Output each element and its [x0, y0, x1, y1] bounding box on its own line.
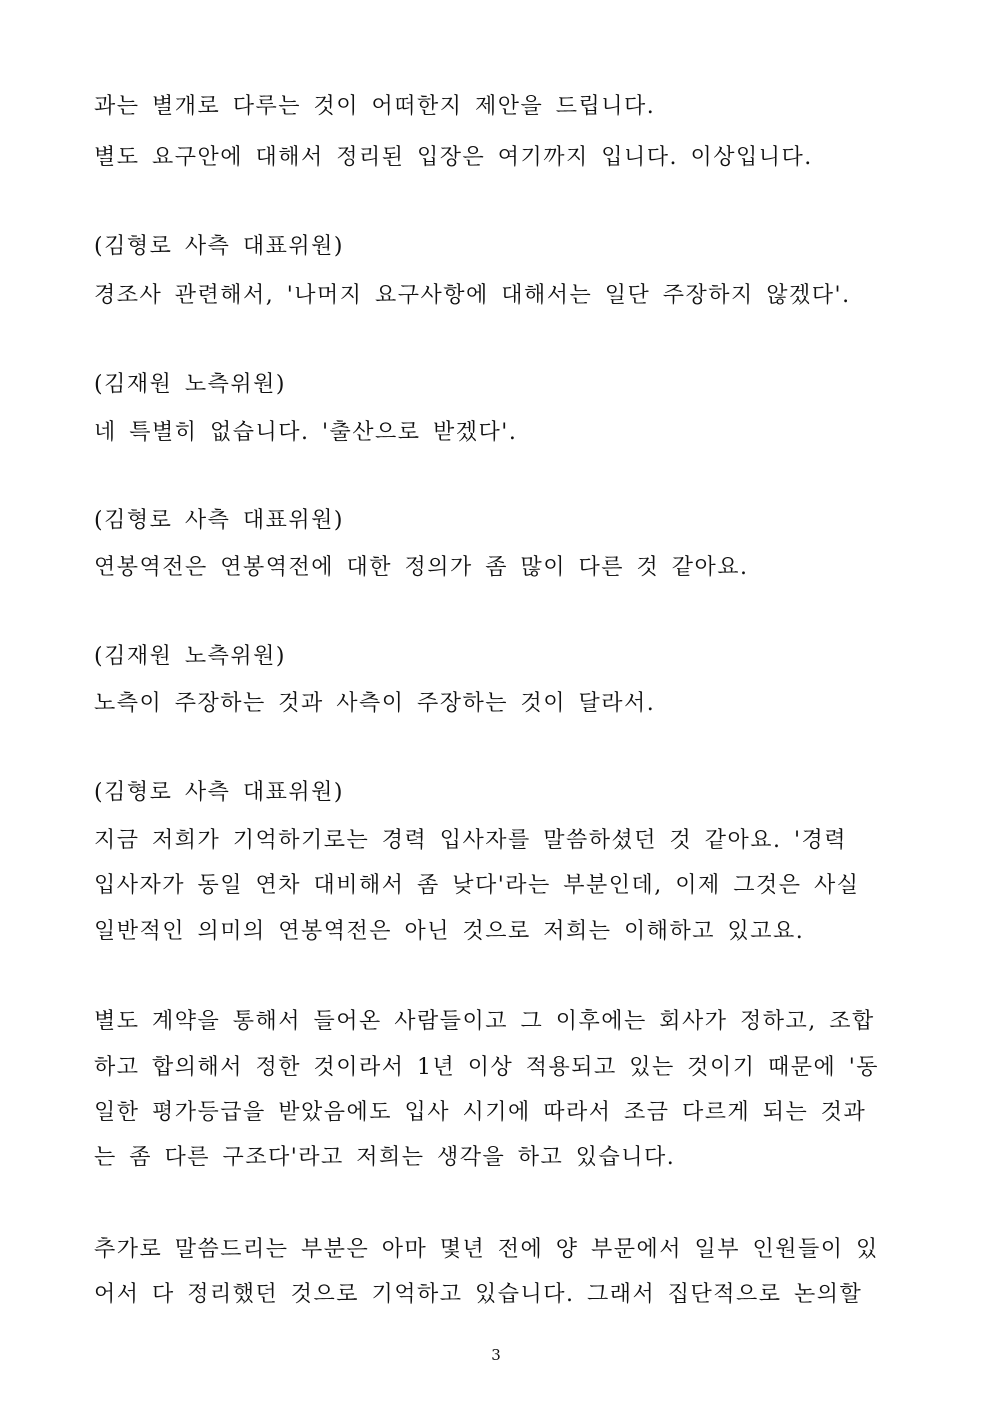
text-line: 일한 평가등급을 받았음에도 입사 시기에 따라서 조금 다르게 되는 것과	[94, 1100, 867, 1125]
speaker-label: (김재원 노측위원)	[94, 372, 286, 397]
text-line: 네 특별히 없습니다. '출산으로 받겠다'.	[94, 420, 518, 445]
page-number: 3	[491, 1346, 501, 1364]
text-line: 지금 저희가 기억하기로는 경력 입사자를 말씀하셨던 것 같아요. '경력	[94, 828, 848, 853]
text-line: 별도 계약을 통해서 들어온 사람들이고 그 이후에는 회사가 정하고, 조합	[94, 1009, 875, 1034]
text-line: 는 좀 다른 구조다'라고 저희는 생각을 하고 있습니다.	[94, 1145, 676, 1170]
speaker-label: (김재원 노측위원)	[94, 644, 286, 669]
text-line: 노측이 주장하는 것과 사측이 주장하는 것이 달라서.	[94, 691, 656, 716]
text-line: 입사자가 동일 연차 대비해서 좀 낮다'라는 부분인데, 이제 그것은 사실	[94, 873, 860, 898]
text-line: 연봉역전은 연봉역전에 대한 정의가 좀 많이 다른 것 같아요.	[94, 555, 749, 580]
speaker-label: (김형로 사측 대표위원)	[94, 780, 344, 805]
speaker-label: (김형로 사측 대표위원)	[94, 508, 344, 533]
text-line: 별도 요구안에 대해서 정리된 입장은 여기까지 입니다. 이상입니다.	[94, 145, 813, 170]
speaker-label: (김형로 사측 대표위원)	[94, 234, 344, 259]
text-line: 일반적인 의미의 연봉역전은 아닌 것으로 저희는 이해하고 있고요.	[94, 919, 805, 944]
text-line: 과는 별개로 다루는 것이 어떠한지 제안을 드립니다.	[94, 94, 656, 119]
text-line: 경조사 관련해서, '나머지 요구사항에 대해서는 일단 주장하지 않겠다'.	[94, 283, 851, 308]
text-line: 하고 합의해서 정한 것이라서 1년 이상 적용되고 있는 것이기 때문에 '동	[94, 1055, 880, 1080]
text-line: 어서 다 정리했던 것으로 기억하고 있습니다. 그래서 집단적으로 논의할	[94, 1282, 863, 1307]
text-line: 추가로 말씀드리는 부분은 아마 몇년 전에 양 부문에서 일부 인원들이 있	[94, 1237, 879, 1262]
